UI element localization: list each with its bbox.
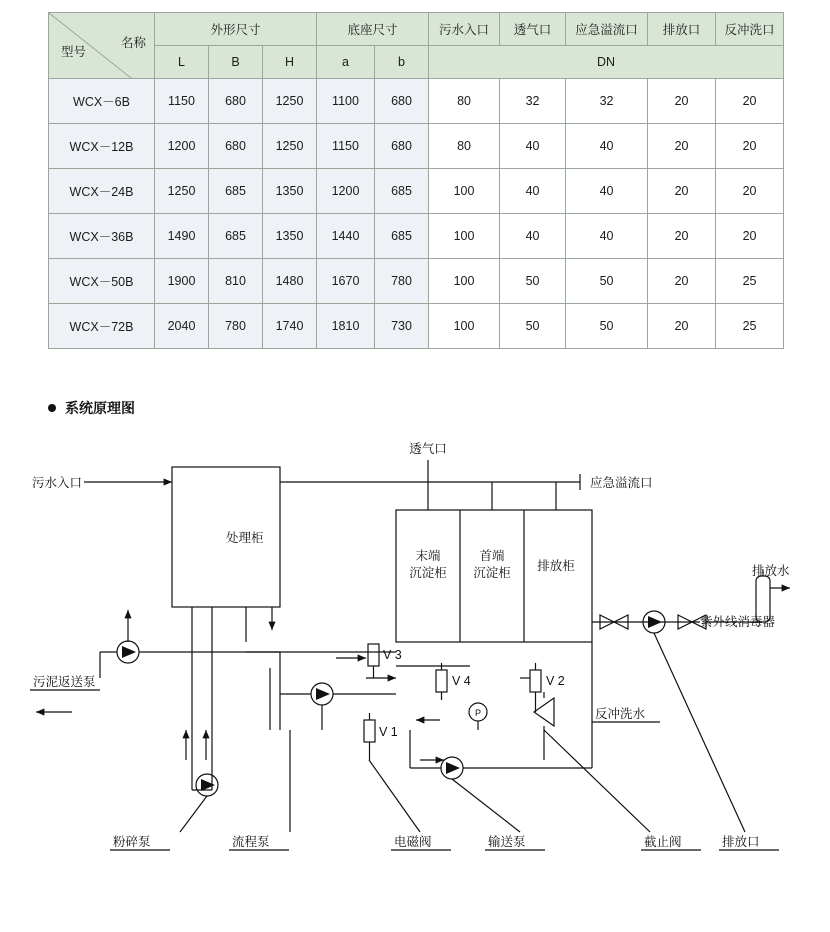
label-grinder-pump: 粉碎泵 (113, 835, 151, 849)
bullet-icon (48, 404, 56, 412)
label-uv-sterilizer: 紫外线消毒器 (700, 615, 776, 629)
cell-b: 680 (375, 124, 429, 169)
subheader-H: H (263, 46, 317, 79)
cell-inlet: 80 (429, 79, 500, 124)
specification-table (48, 12, 784, 349)
header-emergency-overflow: 应急溢流口 (566, 13, 648, 46)
cell-vent: 40 (500, 124, 566, 169)
cell-vent: 50 (500, 259, 566, 304)
cell-L: 1900 (155, 259, 209, 304)
system-schematic-diagram (0, 430, 830, 930)
subheader-b: b (375, 46, 429, 79)
header-discharge: 排放口 (648, 13, 716, 46)
schematic-svg (0, 430, 830, 930)
subheader-a: a (317, 46, 375, 79)
cell-model: WCX－24B (49, 169, 155, 214)
cell-inlet: 100 (429, 214, 500, 259)
cell-B: 810 (209, 259, 263, 304)
corner-label-model: 型号 (61, 45, 87, 59)
table-row (49, 79, 784, 124)
table-body (49, 79, 784, 349)
cell-inlet: 80 (429, 124, 500, 169)
cell-H: 1350 (263, 214, 317, 259)
cell-outlet: 20 (648, 79, 716, 124)
table-row (49, 169, 784, 214)
cell-outlet: 20 (648, 169, 716, 214)
cell-B: 780 (209, 304, 263, 349)
cell-backwash: 20 (716, 169, 784, 214)
label-process-pump: 流程泵 (232, 835, 270, 849)
cell-L: 1490 (155, 214, 209, 259)
header-base-dimensions: 底座尺寸 (317, 13, 429, 46)
table-header-row-2 (49, 46, 784, 79)
cell-backwash: 25 (716, 304, 784, 349)
cell-b: 685 (375, 214, 429, 259)
cell-outlet: 20 (648, 304, 716, 349)
cell-model: WCX－50B (49, 259, 155, 304)
header-outer-dimensions: 外形尺寸 (155, 13, 317, 46)
cell-b: 730 (375, 304, 429, 349)
cell-model: WCX－36B (49, 214, 155, 259)
cell-model: WCX－72B (49, 304, 155, 349)
cell-L: 1150 (155, 79, 209, 124)
cell-L: 1200 (155, 124, 209, 169)
cell-b: 685 (375, 169, 429, 214)
corner-label-name: 名称 (120, 36, 146, 50)
label-solenoid-valve: 电磁阀 (394, 835, 432, 849)
section-title: 系统原理图 (65, 400, 135, 416)
cell-backwash: 20 (716, 79, 784, 124)
cell-overflow: 32 (566, 79, 648, 124)
cell-overflow: 40 (566, 214, 648, 259)
cell-H: 1740 (263, 304, 317, 349)
label-v2: V 2 (546, 674, 565, 688)
table-row (49, 124, 784, 169)
cell-model: WCX－6B (49, 79, 155, 124)
label-discharge-port: 排放口 (722, 835, 760, 849)
cell-overflow: 40 (566, 124, 648, 169)
leader-stop-valve (544, 730, 650, 832)
valve-v1-icon (364, 720, 375, 742)
cell-B: 685 (209, 214, 263, 259)
table-header-row-1 (49, 13, 784, 46)
label-v1: V 1 (379, 725, 398, 739)
cell-H: 1250 (263, 79, 317, 124)
valve-v2-icon (530, 670, 541, 692)
cell-model: WCX－12B (49, 124, 155, 169)
label-vent: 透气口 (409, 442, 447, 456)
header-vent: 透气口 (500, 13, 566, 46)
cell-a: 1150 (317, 124, 375, 169)
cell-L: 1250 (155, 169, 209, 214)
cell-overflow: 50 (566, 259, 648, 304)
label-overflow: 应急溢流口 (590, 476, 653, 490)
cell-vent: 40 (500, 169, 566, 214)
label-v4: V 4 (452, 674, 471, 688)
cell-backwash: 25 (716, 259, 784, 304)
label-transfer-pump: 输送泵 (488, 835, 526, 849)
subheader-B: B (209, 46, 263, 79)
cell-a: 1200 (317, 169, 375, 214)
cell-b: 780 (375, 259, 429, 304)
label-front-sediment-line2: 沉淀柜 (473, 566, 511, 580)
cell-H: 1350 (263, 169, 317, 214)
table-row (49, 259, 784, 304)
cell-backwash: 20 (716, 124, 784, 169)
subheader-dn: DN (429, 46, 784, 79)
label-sludge-return-pump: 污泥返送泵 (33, 675, 96, 689)
label-end-sediment-line2: 沉淀柜 (409, 566, 447, 580)
cell-inlet: 100 (429, 304, 500, 349)
leader-solenoid-valve (369, 760, 420, 832)
leader-discharge-port (654, 633, 745, 832)
label-backwash-water: 反冲洗水 (595, 707, 646, 721)
label-discharge-tank: 排放柜 (537, 559, 575, 573)
valve-v4-icon (436, 670, 447, 692)
cell-B: 680 (209, 79, 263, 124)
cell-vent: 50 (500, 304, 566, 349)
cell-inlet: 100 (429, 169, 500, 214)
leader-grinder-pump (180, 796, 207, 832)
label-discharge-water: 排放水 (752, 564, 790, 578)
label-end-sediment-line1: 末端 (415, 549, 441, 563)
label-front-sediment-line1: 首端 (479, 549, 505, 563)
cell-L: 2040 (155, 304, 209, 349)
section-heading (48, 398, 135, 418)
backwash-valve-icon (534, 698, 554, 726)
cell-outlet: 20 (648, 124, 716, 169)
leader-transfer-pump (452, 779, 520, 832)
cell-B: 680 (209, 124, 263, 169)
label-pressure-gauge: P (474, 708, 482, 718)
cell-H: 1480 (263, 259, 317, 304)
spec-table-container (48, 12, 783, 349)
cell-outlet: 20 (648, 259, 716, 304)
cell-vent: 32 (500, 79, 566, 124)
cell-inlet: 100 (429, 259, 500, 304)
cell-overflow: 50 (566, 304, 648, 349)
cell-a: 1100 (317, 79, 375, 124)
cell-vent: 40 (500, 214, 566, 259)
cell-outlet: 20 (648, 214, 716, 259)
valve-v3-icon (368, 644, 379, 666)
subheader-L: L (155, 46, 209, 79)
cell-H: 1250 (263, 124, 317, 169)
table-row (49, 214, 784, 259)
label-stop-valve: 截止阀 (644, 835, 682, 849)
cell-overflow: 40 (566, 169, 648, 214)
label-treatment-tank: 处理柜 (226, 531, 264, 545)
cell-a: 1670 (317, 259, 375, 304)
header-backwash: 反冲洗口 (716, 13, 784, 46)
cell-a: 1810 (317, 304, 375, 349)
cell-B: 685 (209, 169, 263, 214)
label-inlet: 污水入口 (31, 476, 82, 490)
table-corner-cell (49, 13, 155, 79)
table-row (49, 304, 784, 349)
header-sewage-inlet: 污水入口 (429, 13, 500, 46)
label-v3: V 3 (383, 648, 402, 662)
cell-a: 1440 (317, 214, 375, 259)
cell-b: 680 (375, 79, 429, 124)
cell-backwash: 20 (716, 214, 784, 259)
